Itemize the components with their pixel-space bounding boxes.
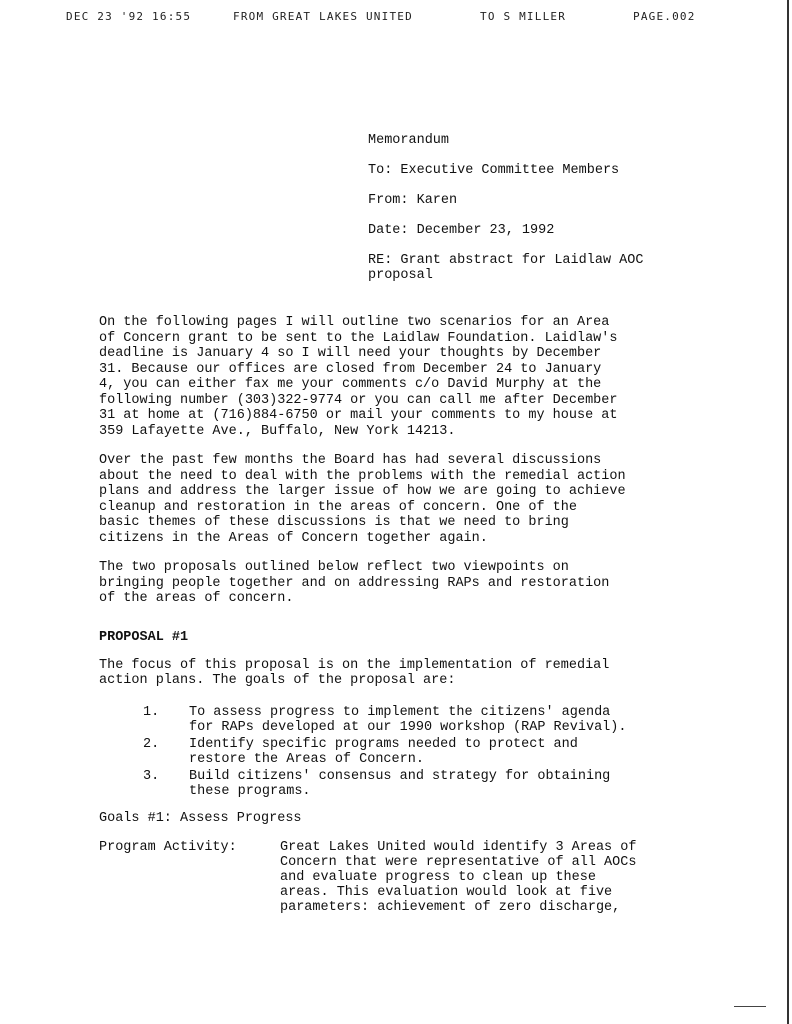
proposal-intro: The focus of this proposal is on the implementation of remedial action plans. The goals of the proposal are:: [99, 658, 610, 688]
goal-number: 3.: [143, 769, 160, 784]
memo-subject: RE: Grant abstract for Laidlaw AOC proposal: [368, 253, 644, 283]
proposal-heading: PROPOSAL #1: [99, 630, 189, 645]
fax-header: [0, 10, 792, 26]
goal-text: Build citizens' consensus and strategy for obtaining these programs.: [189, 769, 611, 799]
program-activity-text: Great Lakes United would identify 3 Areas of Concern that were representative of all AOCs and evaluate progress to clean up these areas. This evaluation would look at five parameters: achievement of zero discharge,: [280, 840, 637, 915]
page-edge-rule: [787, 0, 789, 1024]
paragraph-two-proposals: The two proposals outlined below reflect two viewpoints on bringing people together and on addressing RAPs and restoration of the areas of concern.: [99, 560, 610, 606]
goal-text: To assess progress to implement the citizens' agenda for RAPs developed at our 1990 workshop (RAP Revival).: [189, 705, 627, 735]
goal-item: [143, 737, 703, 767]
memo-from: From: Karen: [368, 193, 458, 208]
memo-body: [99, 315, 699, 607]
fax-page-number: PAGE.002: [633, 10, 696, 23]
memo-title: Memorandum: [368, 133, 450, 148]
memo-header: [368, 133, 728, 283]
goal-item: [143, 769, 703, 799]
program-activity-label: Program Activity:: [99, 840, 237, 855]
memo-date: Date: December 23, 1992: [368, 223, 555, 238]
goal-number: 2.: [143, 737, 160, 752]
fax-date-time: DEC 23 '92 16:55: [66, 10, 192, 23]
goals-list: [143, 705, 703, 801]
paragraph-intro: On the following pages I will outline two scenarios for an Area of Concern grant to be sent to the Laidlaw Foundation. Laidlaw's deadline is January 4 so I will need your thoughts by December 31. Because our offices are closed from December 24 to January 4, you can either fax me your comments c/o David Murphy at the following number (303)322-9774 or you can call me after December 31 at home at (716)884-6750 or mail your comments to my house at 359 Lafayette Ave., Buffalo, New York 14213.: [99, 315, 618, 439]
goal-item: [143, 705, 703, 735]
goal-label: Goals #1: Assess Progress: [99, 811, 302, 826]
goal-number: 1.: [143, 705, 160, 720]
paragraph-board-discussions: Over the past few months the Board has had several discussions about the need to deal with the problems with the remedial action plans and address the larger issue of how we are going to achieve cleanup and restoration in the areas of concern. One of the basic themes of these discussions is that we need to bring citizens in the Areas of Concern together again.: [99, 453, 626, 546]
memo-to: To: Executive Committee Members: [368, 163, 620, 178]
fax-sender: FROM GREAT LAKES UNITED: [233, 10, 413, 23]
corner-mark: [734, 1006, 766, 1007]
fax-recipient: TO S MILLER: [480, 10, 567, 23]
goal-text: Identify specific programs needed to protect and restore the Areas of Concern.: [189, 737, 578, 767]
